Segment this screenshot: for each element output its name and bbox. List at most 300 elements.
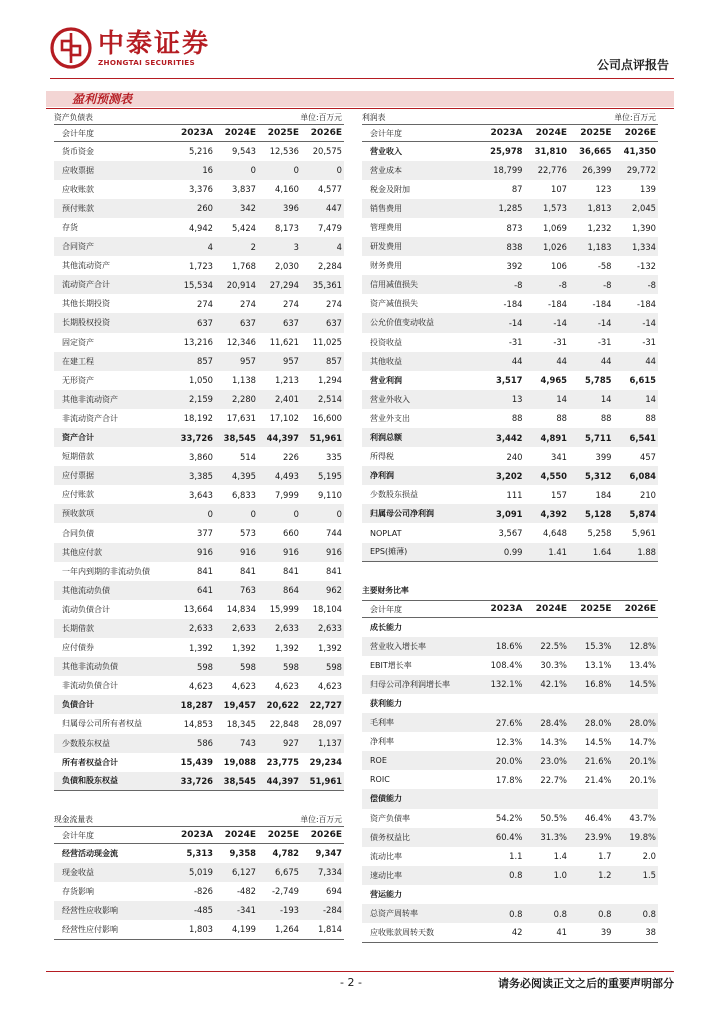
- cell-value: 841: [283, 566, 299, 577]
- cell-value: 18.6%: [480, 637, 525, 656]
- year-header: 2023A: [480, 125, 525, 142]
- cell-value: 22.7%: [540, 774, 567, 785]
- row-label: 长期股权投资: [54, 313, 172, 332]
- row-label: 营业收入: [370, 146, 402, 156]
- cell-value: -31: [642, 337, 656, 348]
- cell-value: 0.8: [569, 904, 614, 923]
- cell-value: 11,025: [312, 337, 342, 348]
- table-row: [362, 618, 658, 637]
- cell-value: 1.41: [525, 543, 570, 562]
- cell-value: 13,216: [183, 337, 213, 348]
- cell-value: 9,358: [229, 848, 256, 859]
- table-row: [54, 638, 344, 657]
- table-row: [54, 294, 344, 313]
- cell-value: 4,392: [525, 504, 570, 523]
- cell-value: 88: [645, 413, 656, 424]
- cell-value: 14.7%: [629, 736, 656, 747]
- cell-value: 14,853: [183, 718, 213, 729]
- row-label: 应收账款周转天数: [370, 927, 434, 937]
- row-label: 流动资产合计: [54, 275, 172, 294]
- row-label: 短期借款: [62, 452, 94, 462]
- cell-value: 20.1%: [629, 774, 656, 785]
- cell-value: 1,803: [189, 924, 213, 935]
- cell-value: 16: [172, 161, 215, 180]
- cash-flow-unit: 单位:百万元: [300, 815, 342, 824]
- table-row: [54, 734, 344, 753]
- cell-value: 22.5%: [525, 637, 570, 656]
- cell-value: -14: [569, 313, 614, 332]
- cell-value: 12,536: [269, 146, 299, 157]
- cell-value: -8: [525, 275, 570, 294]
- row-label: 应收票据: [54, 161, 172, 180]
- row-label: 经营性应收影响: [54, 901, 172, 920]
- year-header: 2023A: [480, 601, 525, 618]
- cell-value: 260: [172, 199, 215, 218]
- cell-value: 4,577: [318, 184, 342, 195]
- cell-value: 5,874: [614, 504, 659, 523]
- cell-value: 9,347: [315, 848, 342, 859]
- cell-value: 1.2: [569, 866, 614, 885]
- row-label: 信用减值损失: [362, 275, 480, 294]
- row-label: 研发费用: [362, 237, 480, 256]
- cell-value: 841: [240, 566, 256, 577]
- cell-value: 14.5%: [614, 675, 659, 694]
- cell-value: 157: [551, 489, 567, 500]
- row-label: 资产负债率: [370, 813, 410, 823]
- table-row: [54, 237, 344, 256]
- row-label: 现金收益: [54, 863, 172, 882]
- cell-value: 916: [301, 543, 344, 562]
- table-row: [54, 218, 344, 237]
- cell-value: 274: [197, 298, 213, 309]
- column-label: 会计年度: [54, 827, 172, 844]
- cell-value: 447: [301, 199, 344, 218]
- cell-value: 13,664: [183, 604, 213, 615]
- cell-value: 106: [551, 260, 567, 271]
- table-row: [54, 142, 344, 161]
- cell-value: 38: [645, 927, 656, 938]
- cell-value: 28,097: [312, 718, 342, 729]
- row-label: 其他流动负债: [54, 581, 172, 600]
- cell-value: 14.5%: [584, 736, 612, 747]
- table-bottom-rule: [54, 939, 344, 940]
- table-row: [362, 732, 658, 751]
- table-row: [54, 523, 344, 542]
- row-label: 经营活动现金流: [62, 848, 118, 858]
- cell-value: 274: [240, 298, 256, 309]
- cell-value: 1,768: [232, 260, 256, 271]
- row-label: 负债合计: [54, 695, 172, 714]
- cell-value: 16.8%: [569, 675, 614, 694]
- cell-value: -58: [597, 260, 612, 271]
- table-row: [54, 256, 344, 275]
- cell-value: 2,633: [215, 619, 258, 638]
- cell-value: 0: [215, 161, 258, 180]
- cell-value: 598: [301, 657, 344, 676]
- cell-value: 46.4%: [584, 813, 612, 824]
- row-label: 净利率: [370, 737, 394, 747]
- cell-value: 274: [283, 298, 299, 309]
- cell-value: 12.3%: [495, 736, 523, 747]
- cell-value: 4,623: [189, 680, 213, 691]
- cell-value: 841: [326, 566, 342, 577]
- cell-value: 3,517: [496, 375, 523, 386]
- cell-value: 3,376: [189, 184, 213, 195]
- year-header: 2023A: [172, 125, 215, 142]
- table-row: [54, 695, 344, 714]
- table-row: [362, 809, 658, 828]
- cell-value: 28.4%: [525, 713, 570, 732]
- cell-value: -184: [547, 298, 567, 309]
- cell-value: 20.0%: [480, 751, 525, 770]
- cell-value: 30.3%: [540, 660, 567, 671]
- row-label: 资产减值损失: [370, 299, 418, 309]
- row-label: 营业外收入: [362, 390, 480, 409]
- cell-value: 210: [640, 489, 656, 500]
- year-header: 2026E: [614, 125, 659, 142]
- cell-value: 38,545: [215, 772, 258, 791]
- cell-value: [614, 694, 659, 713]
- table-row: [54, 447, 344, 466]
- table-header-row: [54, 125, 344, 142]
- cell-value: 2,030: [275, 260, 299, 271]
- row-label: 少数股东损益: [370, 490, 418, 500]
- table-row: [362, 637, 658, 656]
- table-row: [362, 294, 658, 313]
- row-label: 合同负债: [62, 528, 94, 538]
- report-type: 公司点评报告: [596, 58, 669, 72]
- row-label: 预收款项: [54, 504, 172, 523]
- cell-value: [525, 694, 570, 713]
- table-row: [54, 863, 344, 882]
- cell-value: -184: [592, 298, 612, 309]
- cell-value: 2,159: [172, 390, 215, 409]
- cell-value: 6,833: [232, 489, 256, 500]
- table-row: [54, 313, 344, 332]
- cell-value: 1,392: [232, 642, 256, 653]
- cell-value: 694: [326, 886, 342, 897]
- cell-value: 13: [480, 390, 525, 409]
- cell-value: 14.3%: [540, 736, 567, 747]
- cell-value: -14: [614, 313, 659, 332]
- row-label: 其他应付款: [54, 543, 172, 562]
- cell-value: [480, 885, 525, 904]
- cell-value: 44: [525, 352, 570, 371]
- cell-value: 641: [172, 581, 215, 600]
- row-label: 总资产周转率: [362, 904, 480, 923]
- year-header: 2024E: [215, 827, 258, 844]
- financial-ratios-title: 主要财务比率: [362, 586, 409, 595]
- cell-value: 5,128: [569, 504, 614, 523]
- cell-value: 1,813: [569, 199, 614, 218]
- cell-value: 2,280: [215, 390, 258, 409]
- row-label: 应付票据: [54, 466, 172, 485]
- cell-value: 0.8: [480, 904, 525, 923]
- cell-value: 4: [301, 237, 344, 256]
- cell-value: 396: [258, 199, 301, 218]
- cell-value: -8: [614, 275, 659, 294]
- cash-flow-statement: [54, 813, 344, 940]
- cell-value: 1,285: [480, 199, 525, 218]
- cell-value: 11,621: [269, 337, 299, 348]
- cell-value: 132.1%: [480, 675, 525, 694]
- cell-value: 7,999: [275, 489, 299, 500]
- table-header-row: [362, 125, 658, 142]
- cell-value: 4,942: [189, 222, 213, 233]
- cell-value: 1,392: [189, 642, 213, 653]
- cell-value: 3,091: [480, 504, 525, 523]
- cell-value: 51,961: [301, 772, 344, 791]
- row-label: 一年内到期的非流动负债: [62, 566, 150, 576]
- logo-mark-icon: [50, 27, 92, 69]
- cell-value: 399: [595, 451, 612, 462]
- cell-value: 43.7%: [629, 813, 656, 824]
- cell-value: 20.1%: [614, 751, 659, 770]
- cell-value: 15,534: [172, 275, 215, 294]
- table-row: [54, 714, 344, 733]
- cell-value: 341: [551, 451, 567, 462]
- cell-value: [480, 694, 525, 713]
- cell-value: 916: [215, 543, 258, 562]
- table-row: [54, 676, 344, 695]
- cell-value: 25,978: [490, 146, 523, 157]
- cell-value: 139: [640, 184, 656, 195]
- cell-value: 18,104: [312, 604, 342, 615]
- cell-value: [614, 885, 659, 904]
- cell-value: 4,782: [272, 848, 299, 859]
- table-row: [362, 751, 658, 770]
- year-header: 2026E: [301, 125, 344, 142]
- row-label: 成长能力: [370, 622, 402, 632]
- table-row: [54, 390, 344, 409]
- cell-value: 12,346: [226, 337, 256, 348]
- cell-value: 0: [301, 161, 344, 180]
- cell-value: 17.8%: [495, 774, 523, 785]
- column-label: 会计年度: [362, 125, 480, 142]
- cell-value: -2,749: [272, 886, 299, 897]
- table-row: [362, 333, 658, 352]
- table-bottom-rule: [362, 562, 658, 563]
- row-label: 财务费用: [370, 261, 402, 271]
- cell-value: -193: [258, 901, 301, 920]
- cell-value: [480, 789, 525, 808]
- cell-value: 0.8: [480, 866, 525, 885]
- row-label: 投资收益: [370, 337, 402, 347]
- year-header: 2025E: [569, 601, 614, 618]
- cell-value: 12.8%: [614, 637, 659, 656]
- row-label: 流动负债合计: [62, 604, 110, 614]
- cell-value: 184: [595, 489, 612, 500]
- cell-value: 29,772: [614, 161, 659, 180]
- table-row: [54, 333, 344, 352]
- cell-value: 1,814: [318, 924, 342, 935]
- cell-value: 4,965: [540, 375, 567, 386]
- table-row: [54, 428, 344, 447]
- cell-value: 33,726: [172, 772, 215, 791]
- table-row: [54, 753, 344, 772]
- cell-value: 0.99: [480, 543, 525, 562]
- row-label: 获利能力: [370, 699, 402, 709]
- cell-value: 1,137: [301, 734, 344, 753]
- table-row: [362, 447, 658, 466]
- cell-value: 23.9%: [569, 828, 614, 847]
- cell-value: 19,088: [223, 757, 256, 768]
- table-row: [54, 882, 344, 901]
- row-label: 所得税: [370, 452, 394, 462]
- cell-value: 1,183: [569, 237, 614, 256]
- row-label: 营业成本: [362, 161, 480, 180]
- table-row: [54, 352, 344, 371]
- cell-value: 20,622: [258, 695, 301, 714]
- cell-value: 927: [258, 734, 301, 753]
- cell-value: 23,775: [266, 757, 299, 768]
- cell-value: -132: [636, 260, 656, 271]
- cell-value: 15.3%: [569, 637, 614, 656]
- cell-value: 4,623: [275, 680, 299, 691]
- row-label: 应付账款: [62, 490, 94, 500]
- cell-value: 9,543: [232, 146, 256, 157]
- cell-value: 27.6%: [480, 713, 525, 732]
- cell-value: 3,442: [480, 428, 525, 447]
- cell-value: 14,834: [226, 604, 256, 615]
- cell-value: 4,493: [258, 466, 301, 485]
- cell-value: 41: [556, 927, 567, 938]
- cell-value: 743: [215, 734, 258, 753]
- cell-value: 44: [569, 352, 614, 371]
- row-label: 合同资产: [54, 237, 172, 256]
- cell-value: 19.8%: [614, 828, 659, 847]
- year-header: 2025E: [258, 827, 301, 844]
- cell-value: 1,573: [525, 199, 570, 218]
- cell-value: 18,799: [480, 161, 525, 180]
- table-row: [362, 256, 658, 275]
- cell-value: 88: [600, 413, 612, 424]
- cell-value: 598: [172, 657, 215, 676]
- cell-value: 14: [569, 390, 614, 409]
- row-label: 销售费用: [362, 199, 480, 218]
- cell-value: 41,350: [623, 146, 656, 157]
- cell-value: 2,633: [172, 619, 215, 638]
- cell-value: 660: [283, 528, 299, 539]
- disclaimer: 请务必阅读正文之后的重要声明部分: [498, 977, 674, 990]
- cell-value: -31: [553, 337, 567, 348]
- cell-value: 763: [215, 581, 258, 600]
- cell-value: 1.5: [614, 866, 659, 885]
- cell-value: [569, 694, 614, 713]
- cell-value: 962: [301, 581, 344, 600]
- cell-value: 637: [301, 313, 344, 332]
- cell-value: 514: [240, 451, 256, 462]
- cell-value: 18,287: [172, 695, 215, 714]
- cell-value: 29,234: [309, 757, 342, 768]
- cell-value: -14: [480, 313, 525, 332]
- cell-value: 4,550: [525, 466, 570, 485]
- cell-value: 22,848: [269, 718, 299, 729]
- row-label: 净利润: [362, 466, 480, 485]
- cell-value: 6,675: [258, 863, 301, 882]
- cell-value: 107: [551, 184, 567, 195]
- cell-value: 44: [480, 352, 525, 371]
- row-label: ROIC: [370, 775, 390, 785]
- column-label: 会计年度: [54, 125, 172, 142]
- cell-value: 3,837: [232, 184, 256, 195]
- table-bottom-rule: [54, 791, 344, 792]
- cell-value: 0: [301, 504, 344, 523]
- cell-value: 5,019: [172, 863, 215, 882]
- cell-value: [614, 618, 659, 637]
- cell-value: 50.5%: [540, 813, 567, 824]
- row-label: ROE: [362, 751, 480, 770]
- cell-value: 42.1%: [525, 675, 570, 694]
- cell-value: 1,390: [632, 222, 656, 233]
- cell-value: 15,999: [269, 604, 299, 615]
- row-label: 固定资产: [62, 337, 94, 347]
- section-title-bar: [46, 91, 674, 107]
- cell-value: 28.0%: [614, 713, 659, 732]
- row-label: 偿债能力: [362, 789, 480, 808]
- table-row: [362, 180, 658, 199]
- table-row: [54, 619, 344, 638]
- cell-value: 3,567: [498, 528, 523, 539]
- cell-value: 4,623: [232, 680, 256, 691]
- table-row: [362, 142, 658, 161]
- cell-value: [569, 618, 614, 637]
- cell-value: 1.88: [614, 543, 659, 562]
- cell-value: 88: [511, 413, 523, 424]
- cell-value: 108.4%: [490, 660, 523, 671]
- cell-value: 5,785: [585, 375, 612, 386]
- cell-value: 0: [172, 504, 215, 523]
- cell-value: 1,050: [189, 375, 213, 386]
- cell-value: 15,439: [180, 757, 213, 768]
- cell-value: 7,479: [318, 222, 342, 233]
- cell-value: 9,110: [318, 489, 342, 500]
- header-divider: [50, 78, 674, 79]
- table-row: [362, 885, 658, 904]
- cell-value: 5,711: [569, 428, 614, 447]
- cell-value: 42: [511, 927, 523, 938]
- cell-value: 3,202: [480, 466, 525, 485]
- cell-value: 274: [326, 298, 342, 309]
- cell-value: 44,397: [258, 428, 301, 447]
- cell-value: 21.6%: [569, 751, 614, 770]
- row-label: 经营性应付影响: [62, 924, 118, 934]
- cell-value: 873: [506, 222, 523, 233]
- table-row: [362, 409, 658, 428]
- cell-value: 1.7: [598, 851, 612, 862]
- cell-value: 38,545: [215, 428, 258, 447]
- cell-value: 13.4%: [629, 660, 656, 671]
- table-row: [54, 504, 344, 523]
- table-row: [362, 656, 658, 675]
- cell-value: 7,334: [301, 863, 344, 882]
- cell-value: 18,345: [226, 718, 256, 729]
- cell-value: 335: [326, 451, 342, 462]
- column-label: 会计年度: [362, 601, 480, 618]
- cell-value: 23.0%: [525, 751, 570, 770]
- cell-value: 111: [506, 489, 523, 500]
- table-row: [54, 581, 344, 600]
- row-label: EBIT增长率: [370, 660, 412, 670]
- cell-value: 637: [215, 313, 258, 332]
- row-label: 管理费用: [370, 223, 402, 233]
- row-label: 营业外支出: [370, 413, 410, 423]
- balance-sheet: [54, 111, 344, 791]
- income-statement: [362, 111, 658, 562]
- footer-divider: [46, 971, 674, 972]
- table-row: [362, 675, 658, 694]
- cell-value: 4,891: [525, 428, 570, 447]
